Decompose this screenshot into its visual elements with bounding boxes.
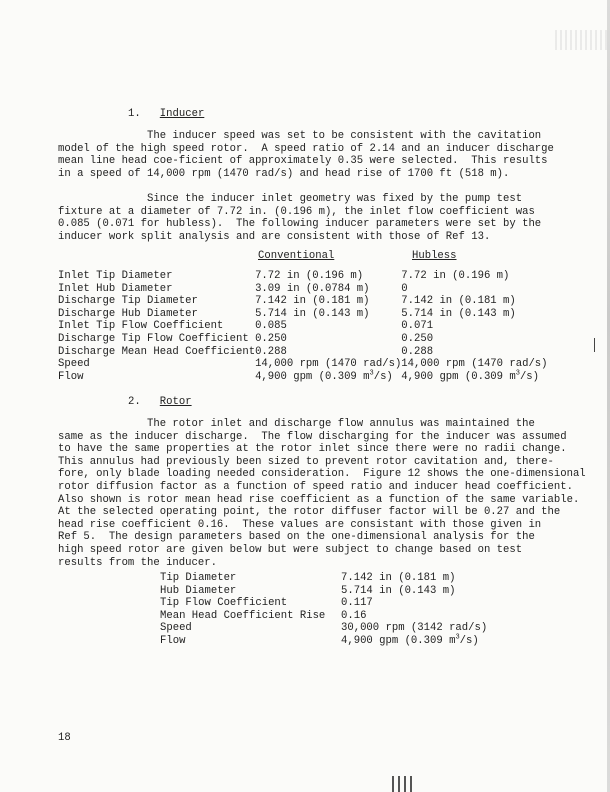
row-value: 5.714 in (0.143 m) — [341, 584, 456, 597]
conventional-value: 7.72 in (0.196 m) — [255, 270, 364, 282]
hubless-value: 5.714 in (0.143 m) — [401, 307, 516, 320]
text-line: high speed rotor are given below but were subject to change based on test — [58, 543, 523, 556]
row-label: Inlet Tip Diameter — [58, 270, 173, 282]
table-row — [58, 333, 548, 346]
section-1-heading — [128, 108, 204, 121]
text-line: mean line head coe-ficient of approximately 0.35 were selected. This results — [58, 155, 548, 168]
row-label: Speed — [58, 358, 90, 371]
text-line: fixture at a diameter of 7.72 in. (0.196 m), the inlet flow coefficient was — [58, 205, 535, 218]
conventional-value: 0.085 — [255, 320, 287, 333]
conventional-value: 7.142 in (0.181 m) — [255, 295, 370, 308]
text-line: fore, only blade loading needed consideration. Figure 12 shows the one-dimensional — [58, 468, 586, 481]
table-row — [58, 358, 548, 371]
text-line: Ref 5. The design parameters based on the one-dimensional analysis for the — [58, 531, 535, 544]
row-label: Discharge Mean Head Coefficient — [58, 345, 256, 358]
text-line: The rotor inlet and discharge flow annulus was maintained the — [58, 418, 535, 430]
section-2-title: Rotor — [159, 396, 192, 408]
section-2-paragraph — [58, 418, 586, 569]
hubless-value: 0 — [401, 282, 408, 295]
row-label: Speed — [160, 622, 192, 635]
row-label: Discharge Tip Flow Coefficient — [58, 332, 249, 345]
column-header-hubless: Hubless — [412, 250, 457, 262]
table-row — [160, 572, 487, 585]
margin-mark — [594, 338, 595, 352]
table-row — [58, 270, 548, 283]
row-value: 0.16 — [341, 609, 367, 622]
row-label: Hub Diameter — [160, 584, 237, 597]
table-row — [160, 635, 487, 648]
hubless-value: 0.250 — [401, 332, 434, 345]
conventional-value: 5.714 in (0.143 m) — [255, 307, 370, 320]
row-value: 30,000 rpm (3142 rad/s) — [341, 622, 488, 635]
section-1-number: 1. — [128, 108, 141, 120]
row-label: Flow — [160, 634, 186, 647]
hubless-value: 0.288 — [401, 345, 434, 358]
table-row — [160, 585, 487, 598]
hubless-value: 0.071 — [401, 320, 434, 333]
row-label: Tip Diameter — [160, 572, 237, 584]
conventional-value: 14,000 rpm (1470 rad/s) — [255, 358, 402, 371]
row-label: Discharge Hub Diameter — [58, 307, 198, 320]
table-row — [58, 371, 548, 384]
table-row — [160, 610, 487, 623]
text-line: inducer work split analysis and are consistent with those of Ref 13. — [58, 230, 491, 243]
text-line: same as the inducer discharge. The flow discharging for the inducer was assumed — [58, 430, 567, 443]
row-label: Inlet Tip Flow Coefficient — [58, 320, 224, 333]
table-row — [58, 295, 548, 308]
hubless-value: 7.72 in (0.196 m) — [401, 270, 510, 282]
table-row — [58, 308, 548, 321]
text-line: in a speed of 14,000 rpm (1470 rad/s) and head rise of 1700 ft (518 m). — [58, 167, 510, 180]
text-line: Also shown is rotor mean head rise coefficient as a function of the same variable. — [58, 493, 580, 506]
text-line: This annulus had previously been sized to prevent rotor cavitation and, there- — [58, 455, 554, 468]
row-label: Discharge Tip Diameter — [58, 295, 198, 308]
row-value: 4,900 gpm (0.309 $m^3/s$) — [341, 633, 479, 647]
text-line: 0.085 (0.071 for hubless). The following inducer parameters were set by the — [58, 218, 542, 231]
conventional-value: 4,900 gpm (0.309 $m^3/s$) — [255, 369, 393, 383]
text-line: model of the high speed rotor. A speed ratio of 2.14 and an inducer discharge — [58, 142, 554, 155]
table-row — [160, 597, 487, 610]
conventional-value: 0.250 — [255, 332, 287, 345]
table-row — [58, 346, 548, 359]
hubless-value: 14,000 rpm (1470 rad/s) — [401, 358, 548, 371]
conventional-value: 0.288 — [255, 345, 287, 358]
text-line: At the selected operating point, the rotor diffuser factor will be 0.27 and the — [58, 506, 561, 519]
page-number: 18 — [58, 732, 71, 744]
section-1-title: Inducer — [159, 108, 205, 120]
text-line: results from the inducer. — [58, 556, 217, 569]
row-value: 7.142 in (0.181 m) — [341, 572, 456, 584]
section-1-paragraph-2 — [58, 193, 542, 243]
inducer-parameters-table — [58, 270, 548, 383]
table-row — [58, 320, 548, 333]
section-2-heading — [128, 396, 192, 409]
column-header-conventional: Conventional — [258, 250, 335, 262]
row-label: Inlet Hub Diameter — [58, 282, 173, 295]
table-row — [160, 622, 487, 635]
scan-artifact — [392, 776, 412, 792]
text-line: to have the same properties at the rotor inlet since there were no radii change. — [58, 443, 567, 456]
row-value: 0.117 — [341, 597, 373, 610]
text-line: head rise coefficient 0.16. These values are consistant with those given in — [58, 518, 542, 531]
section-1-paragraph-1 — [58, 130, 554, 180]
text-line: The inducer speed was set to be consistent with the cavitation — [58, 130, 542, 142]
hubless-value: 4,900 gpm (0.309 $m^3/s$) — [401, 369, 540, 383]
conventional-value: 3.09 in (0.0784 m) — [255, 282, 370, 295]
row-label: Mean Head Coefficient Rise — [160, 609, 326, 622]
row-label: Tip Flow Coefficient — [160, 597, 288, 610]
row-label: Flow — [58, 370, 84, 383]
hubless-value: 7.142 in (0.181 m) — [401, 295, 516, 308]
text-line: rotor diffusion factor as a function of speed ratio and inducer head coefficient. — [58, 480, 573, 493]
section-2-number: 2. — [128, 396, 141, 408]
scan-artifact — [555, 30, 610, 50]
rotor-parameters-table — [160, 572, 487, 648]
text-line: Since the inducer inlet geometry was fixed by the pump test — [58, 193, 523, 205]
table-row — [58, 283, 548, 296]
